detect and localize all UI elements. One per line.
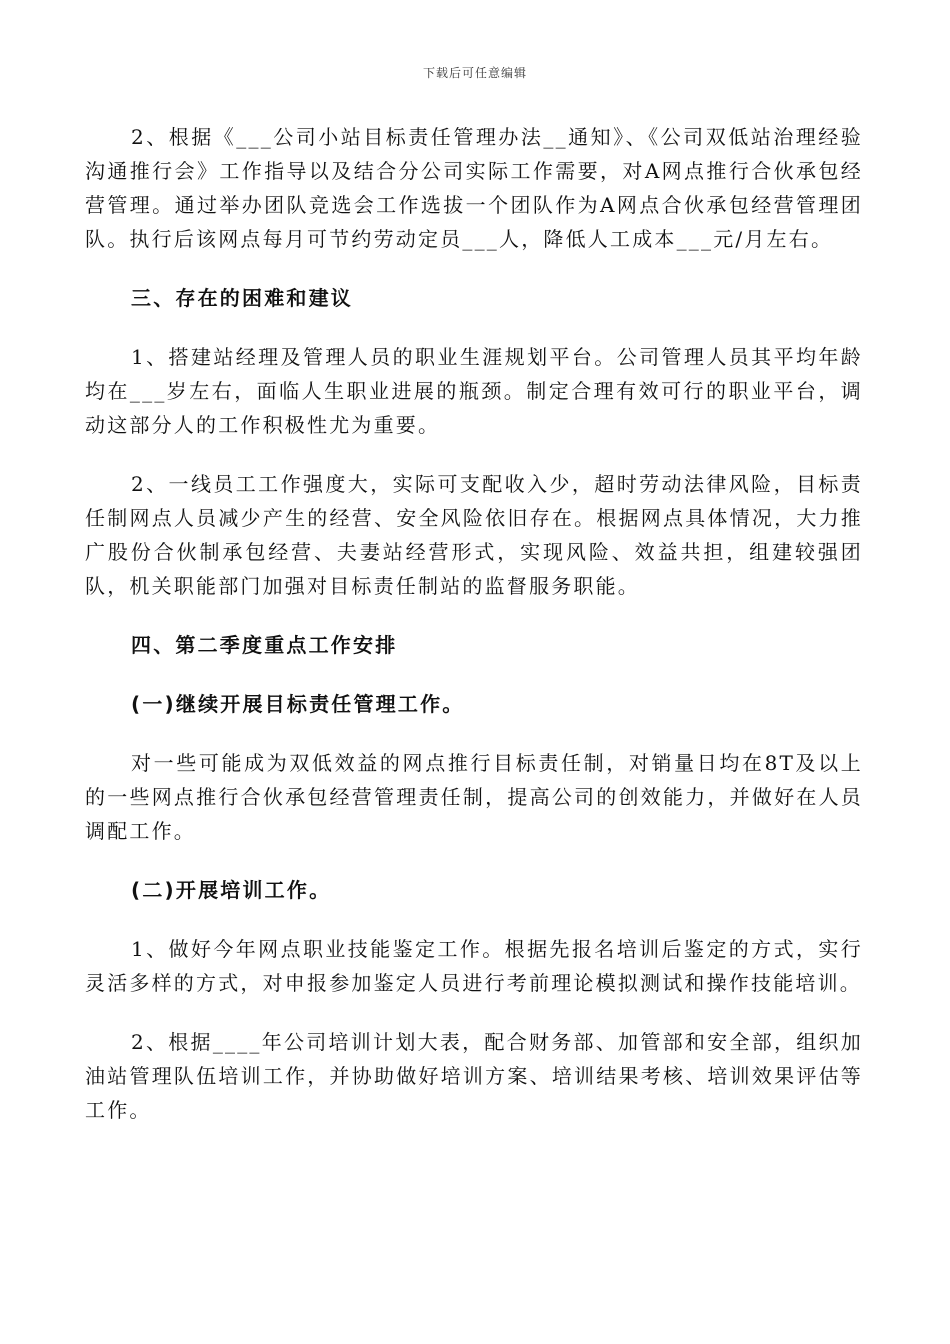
subsection-heading-training: (二)开展培训工作。 — [131, 878, 332, 902]
paragraph-career-platform: 1、搭建站经理及管理人员的职业生涯规划平台。公司管理人员其平均年龄均在___岁左右，面临人生职业进展的瓶颈。制定合理有效可行的职业平台，调动这部分人的工作积极性尤为重要。 — [85, 345, 863, 437]
subsection-heading-target-management: (一)继续开展目标责任管理工作。 — [131, 692, 465, 716]
paragraph-target-responsibility: 对一些可能成为双低效益的网点推行目标责任制，对销量日均在8T及以上的一些网点推行合伙承包经营管理责任制，提高公司的创效能力，并做好在人员调配工作。 — [85, 751, 863, 843]
paragraph-training-plan: 2、根据____年公司培训计划大表，配合财务部、加管部和安全部，组织加油站管理队伍培训工作，并协助做好培训方案、培训结果考核、培训效果评估等工作。 — [85, 1030, 863, 1122]
paragraph-skill-appraisal: 1、做好今年网点职业技能鉴定工作。根据先报名培训后鉴定的方式，实行灵活多样的方式，对申报参加鉴定人员进行考前理论模拟测试和操作技能培训。 — [85, 937, 863, 995]
document-body — [85, 120, 863, 1127]
paragraph-management-contract: 2、根据《___公司小站目标责任管理办法__通知》、《公司双低站治理经验沟通推行会》工作指导以及结合分公司实际工作需要，对A网点推行合伙承包经营管理。通过举办团队竞选会工作选拔一个团队作为A网点合伙承包经营管理团队。执行后该网点每月可节约劳动定员___人，降低人工成本___元/月左右。 — [85, 125, 863, 251]
section-heading-difficulties: 三、存在的困难和建议 — [131, 286, 353, 310]
section-heading-q2-plan: 四、第二季度重点工作安排 — [131, 633, 398, 657]
page-header: 下载后可任意编辑 — [422, 66, 527, 80]
paragraph-frontline-staff: 2、一线员工工作强度大，实际可支配收入少，超时劳动法律风险，目标责任制网点人员减少产生的经营、安全风险依旧存在。根据网点具体情况，大力推广股份合伙制承包经营、夫妻站经营形式，实现风险、效益共担，组建较强团队，机关职能部门加强对目标责任制站的监督服务职能。 — [85, 472, 863, 598]
